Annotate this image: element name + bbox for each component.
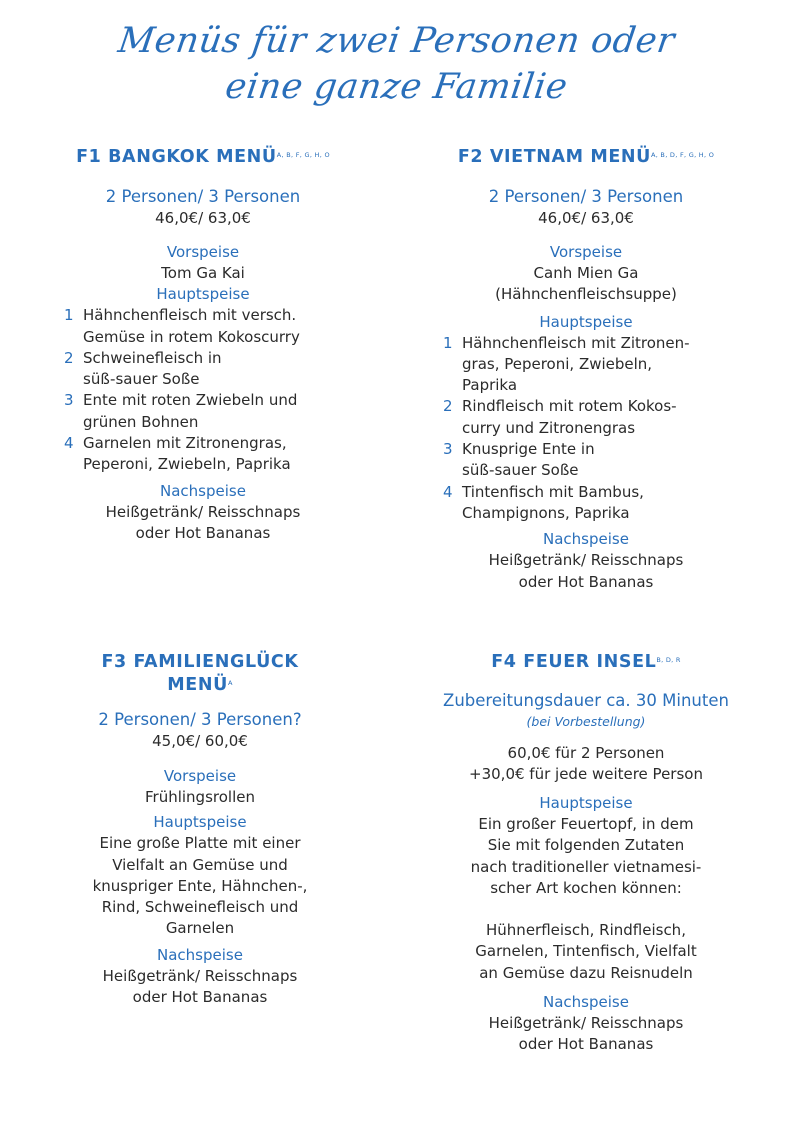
menu-f4-main-label: Hauptspeise bbox=[539, 794, 633, 812]
menu-f4-main-1: Ein großer Feuertopf, in dem bbox=[478, 815, 694, 833]
menu-f4-note: (bei Vorbestellung) bbox=[526, 714, 646, 729]
menu-f2-starter-label: Vorspeise bbox=[549, 243, 623, 261]
item-number: 4 bbox=[64, 434, 74, 453]
page-title-line1: Menüs für zwei Personen oder bbox=[115, 21, 678, 61]
menu-f1-persons: 2 Personen/ 3 Personen bbox=[105, 187, 301, 206]
menu-f3-persons: 2 Personen/ 3 Personen? bbox=[98, 710, 302, 729]
menu-f3-main-3: knuspriger Ente, Hähnchen-, bbox=[92, 876, 308, 895]
item-line: Tintenfisch mit Bambus, bbox=[462, 482, 644, 501]
item-line: Hähnchenfleisch mit versch. bbox=[83, 306, 297, 325]
menu-f1-starter: Tom Ga Kai bbox=[161, 264, 245, 282]
menu-f1-allergens: A, B, F, G, H, O bbox=[276, 151, 330, 159]
item-line: Gemüse in rotem Kokoscurry bbox=[83, 327, 300, 346]
menu-f4 bbox=[411, 651, 761, 1056]
menu-f2-dessert-1: Heißgetränk/ Reisschnaps bbox=[488, 551, 684, 570]
menu-f4-dessert-label: Nachspeise bbox=[543, 993, 629, 1012]
item-line: curry und Zitronengras bbox=[462, 418, 636, 437]
menu-f3 bbox=[35, 651, 365, 1008]
menu-f4-dessert-1: Heißgetränk/ Reisschnaps bbox=[488, 1014, 684, 1033]
item-line: süß-sauer Soße bbox=[462, 461, 579, 480]
item-number: 2 bbox=[443, 397, 453, 416]
menu-f4-dessert-2: oder Hot Bananas bbox=[518, 1035, 654, 1054]
menu-f3-name-line2: MENÜ bbox=[167, 675, 228, 695]
menu-f3-dessert-label: Nachspeise bbox=[157, 945, 243, 964]
menu-f3-starter: Frühlingsrollen bbox=[145, 788, 255, 806]
menu-f3-main-label: Hauptspeise bbox=[153, 813, 247, 832]
menu-f1-main-label: Hauptspeise bbox=[156, 285, 250, 304]
item-line: gras, Peperoni, Zwiebeln, bbox=[462, 354, 653, 373]
menu-f1-mains bbox=[64, 305, 368, 475]
menu-f3-title bbox=[35, 651, 365, 697]
menu-f1-main-3 bbox=[64, 390, 368, 433]
item-line: Garnelen mit Zitronengras, bbox=[83, 434, 287, 453]
menu-f4-price-2: +30,0€ für jede weitere Person bbox=[469, 765, 703, 783]
menu-f2-starter-1: Canh Mien Ga bbox=[533, 264, 639, 282]
menu-f4-prep: Zubereitungsdauer ca. 30 Minuten bbox=[443, 691, 729, 710]
item-number: 1 bbox=[64, 306, 74, 325]
menu-f3-allergens: A bbox=[227, 679, 233, 687]
menu-f1-price: 46,0€/ 63,0€ bbox=[155, 209, 251, 227]
item-number: 1 bbox=[443, 333, 453, 352]
menu-f3-dessert-1: Heißgetränk/ Reisschnaps bbox=[102, 966, 298, 985]
menu-f2 bbox=[421, 146, 751, 593]
menu-f3-main-2: Vielfalt an Gemüse und bbox=[112, 855, 288, 874]
item-number: 4 bbox=[443, 482, 453, 501]
menu-f3-main-4: Rind, Schweinefleisch und bbox=[101, 898, 299, 917]
menu-f1-starter-label: Vorspeise bbox=[166, 243, 240, 261]
menu-f2-allergens: A, B, D, F, G, H, O bbox=[650, 151, 715, 159]
menu-f2-main-4 bbox=[443, 482, 751, 525]
menu-f2-price: 46,0€/ 63,0€ bbox=[538, 209, 634, 227]
menu-f1-title bbox=[38, 146, 368, 169]
item-line: Hähnchenfleisch mit Zitronen- bbox=[462, 333, 690, 352]
item-line: Champignons, Paprika bbox=[462, 503, 630, 522]
item-line: Peperoni, Zwiebeln, Paprika bbox=[83, 455, 291, 474]
menu-f1-name: F1 BANGKOK MENÜ bbox=[76, 147, 277, 167]
menu-f1-dessert-label: Nachspeise bbox=[160, 481, 246, 500]
menu-f4-main-4: scher Art kochen können: bbox=[490, 878, 682, 897]
menu-f2-dessert-2: oder Hot Bananas bbox=[518, 572, 654, 591]
menu-f4-title bbox=[411, 651, 761, 674]
menu-f2-dessert-label: Nachspeise bbox=[543, 530, 629, 549]
item-line: grünen Bohnen bbox=[83, 412, 199, 431]
item-line: Rindfleisch mit rotem Kokos- bbox=[462, 397, 677, 416]
menu-f2-main-label: Hauptspeise bbox=[539, 312, 633, 331]
menu-f2-main-2 bbox=[443, 396, 751, 439]
menu-f2-main-3 bbox=[443, 439, 751, 482]
menu-f4-name: F4 FEUER INSEL bbox=[491, 652, 657, 672]
menu-f4-main-3: nach traditioneller vietnamesi- bbox=[470, 857, 702, 876]
menu-f4-price-1: 60,0€ für 2 Personen bbox=[507, 744, 665, 762]
menu-f3-main-5: Garnelen bbox=[165, 919, 235, 938]
item-line: Ente mit roten Zwiebeln und bbox=[83, 391, 298, 410]
menu-f3-main-1: Eine große Platte mit einer bbox=[99, 834, 301, 853]
menu-f1-main-1 bbox=[64, 305, 368, 348]
menu-f2-mains bbox=[443, 333, 751, 525]
menu-f1-dessert-1: Heißgetränk/ Reisschnaps bbox=[105, 502, 301, 521]
menu-f3-name-line1: F3 FAMILIENGLÜCK bbox=[101, 652, 299, 672]
item-line: Knusprige Ente in bbox=[462, 440, 595, 459]
menu-f1 bbox=[38, 146, 368, 544]
item-number: 2 bbox=[64, 348, 74, 367]
item-number: 3 bbox=[443, 440, 453, 459]
menu-f1-main-4 bbox=[64, 433, 368, 476]
menu-f2-starter-2: (Hähnchenfleischsuppe) bbox=[495, 285, 677, 304]
item-line: Paprika bbox=[462, 376, 518, 395]
menu-f1-dessert-2: oder Hot Bananas bbox=[135, 523, 271, 542]
menu-f1-main-2 bbox=[64, 348, 368, 391]
menu-f3-dessert-2: oder Hot Bananas bbox=[132, 988, 268, 1007]
menu-f4-allergens: B, D, R bbox=[656, 656, 681, 664]
menu-f2-name: F2 VIETNAM MENÜ bbox=[457, 147, 651, 167]
menu-f4-main-2: Sie mit folgenden Zutaten bbox=[487, 836, 685, 855]
menu-f2-persons: 2 Personen/ 3 Personen bbox=[488, 187, 684, 206]
menu-f4-ingredients-1: Hühnerfleisch, Rindfleisch, bbox=[486, 921, 686, 940]
menu-f4-ingredients-2: Garnelen, Tintenfisch, Vielfalt bbox=[475, 942, 697, 961]
item-number: 3 bbox=[64, 391, 74, 410]
item-line: süß-sauer Soße bbox=[83, 370, 200, 389]
menu-f3-starter-label: Vorspeise bbox=[163, 767, 237, 785]
menu-f2-main-1 bbox=[443, 333, 751, 397]
menu-f4-ingredients-3: an Gemüse dazu Reisnudeln bbox=[479, 963, 693, 982]
page-title bbox=[0, 18, 793, 110]
menu-f3-price: 45,0€/ 60,0€ bbox=[152, 732, 248, 750]
menu-f2-title bbox=[421, 146, 751, 169]
page-title-line2: eine ganze Familie bbox=[222, 67, 571, 107]
item-line: Schweinefleisch in bbox=[83, 348, 222, 367]
